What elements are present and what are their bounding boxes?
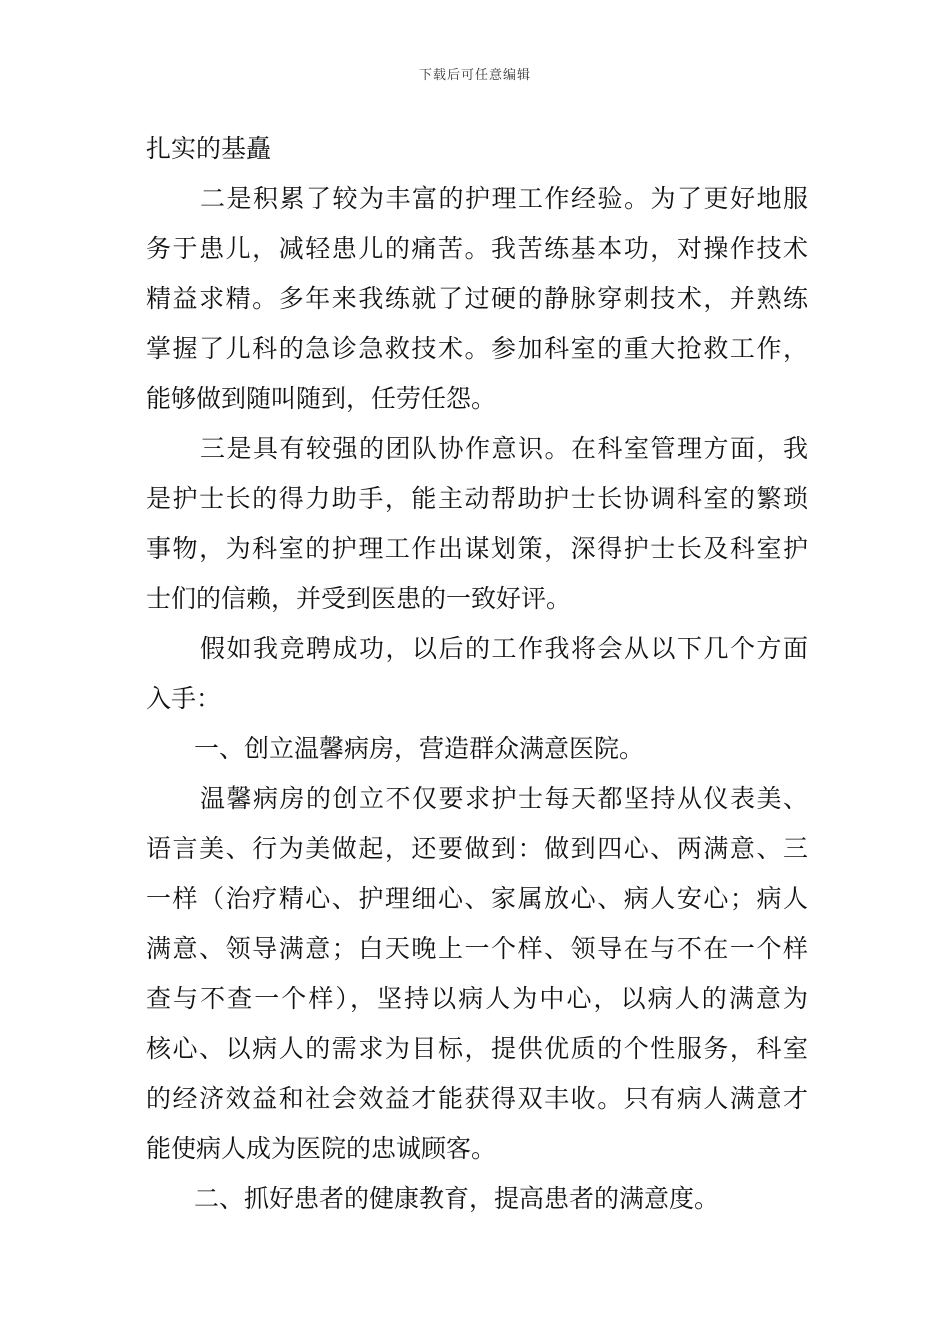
- text-line: 查与不查一个样），坚持以病人为中心，以病人的满意为: [146, 984, 808, 1013]
- paragraph-first-line: 三是具有较强的团队协作意识。在科室管理方面，我: [200, 434, 808, 463]
- text-line: 扎实的基矗: [146, 134, 272, 163]
- paragraph-first-line: 假如我竞聘成功，以后的工作我将会从以下几个方面: [200, 634, 808, 663]
- paragraph-first-line: 二是积累了较为丰富的护理工作经验。为了更好地服: [200, 184, 808, 213]
- text-line: 能够做到随叫随到，任劳任怨。: [146, 384, 497, 413]
- paragraph-first-line: 温馨病房的创立不仅要求护士每天都坚持从仪表美、: [200, 784, 808, 813]
- text-line: 士们的信赖，并受到医患的一致好评。: [146, 584, 572, 613]
- text-line: 核心、以病人的需求为目标，提供优质的个性服务，科室: [146, 1034, 808, 1063]
- page-header: 下载后可任意编辑: [418, 68, 531, 83]
- text-line: 入手：: [146, 684, 222, 713]
- text-line: 精益求精。多年来我练就了过硬的静脉穿刺技术，并熟练: [146, 284, 808, 313]
- text-line: 事物，为科室的护理工作出谋划策，深得护士长及科室护: [146, 534, 808, 563]
- text-line: 掌握了儿科的急诊急救技术。参加科室的重大抢救工作，: [146, 334, 808, 363]
- text-line: 一样（治疗精心、护理细心、家属放心、病人安心；病人: [146, 884, 808, 913]
- text-line: 能使病人成为医院的忠诚顾客。: [146, 1134, 497, 1163]
- text-line: 是护士长的得力助手，能主动帮助护士长协调科室的繁琐: [146, 484, 808, 513]
- section-heading: 一、创立温馨病房，营造群众满意医院。: [194, 734, 645, 763]
- section-heading: 二、抓好患者的健康教育，提高患者的满意度。: [194, 1184, 720, 1213]
- document-body: [146, 124, 808, 1224]
- text-line: 务于患儿，减轻患儿的痛苦。我苦练基本功，对操作技术: [146, 234, 808, 263]
- text-line: 的经济效益和社会效益才能获得双丰收。只有病人满意才: [146, 1084, 808, 1113]
- text-line: 满意、领导满意；白天晚上一个样、领导在与不在一个样: [146, 934, 808, 963]
- text-line: 语言美、行为美做起，还要做到：做到四心、两满意、三: [146, 834, 808, 863]
